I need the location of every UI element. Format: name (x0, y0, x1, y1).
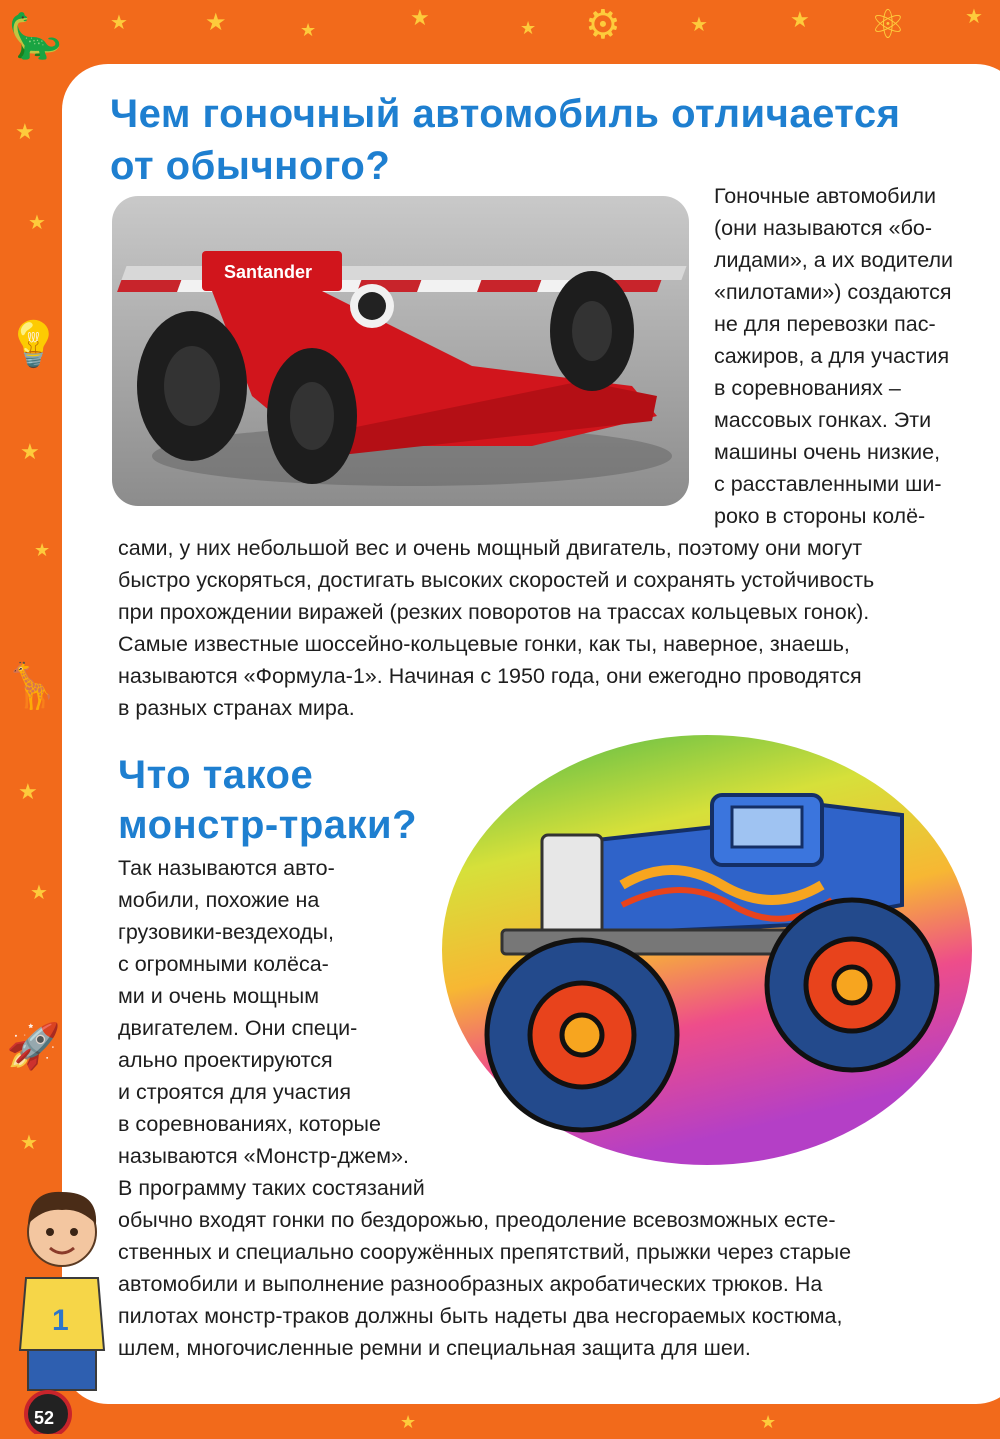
giraffe-icon: 🦒 (4, 661, 59, 712)
section-title-race-car: Чем гоночный автомобиль отличается от обычного? (110, 92, 901, 188)
car-sponsor-text: Santander (224, 262, 313, 282)
text-line: ально проектируются (118, 1048, 333, 1072)
text-line: Так называются авто- (118, 856, 335, 880)
star-icon: ★ (300, 20, 317, 41)
star-icon: ★ (410, 6, 430, 31)
text-line: сажиров, а для участия (714, 344, 950, 368)
text-line: автомобили и выполнение разнообразных акробатических трюков. На (118, 1272, 823, 1296)
page-number: 52 (34, 1408, 55, 1428)
monster-truck-illustration (432, 735, 972, 1175)
star-icon: ★ (30, 880, 48, 904)
gear-icon: ⚙ (585, 2, 621, 48)
text-line: называются «Формула-1». Начиная с 1950 года, они ежегодно проводятся (118, 664, 862, 688)
text-line: сами, у них небольшой вес и очень мощный двигатель, поэтому они могут (118, 536, 863, 560)
text-line: пилотах монстр-траков должны быть надеты два несгораемых костюма, (118, 1304, 843, 1328)
section-title-monster-truck (118, 750, 438, 850)
lightbulb-icon: 💡 (6, 319, 61, 370)
atom-icon: ⚛ (870, 2, 906, 48)
dinosaur-icon: 🦕 (8, 11, 63, 62)
text-line: массовых гонках. Эти (714, 408, 932, 432)
text-line: в разных странах мира. (118, 696, 355, 720)
star-icon: ★ (790, 8, 810, 33)
race-car-photo (112, 196, 689, 506)
star-icon: ★ (20, 440, 40, 465)
text-line: «пилотами») создаются (714, 280, 952, 304)
text-line: Самые известные шоссейно-кольцевые гонки, как ты, наверное, знаешь, (118, 632, 850, 656)
text-line: грузовики-вездеходы, (118, 920, 334, 944)
title-line: Что такое (118, 753, 314, 797)
text-line: шлем, многочисленные ремни и специальная защита для шеи. (118, 1336, 751, 1360)
boy-mascot-illustration (0, 1180, 120, 1434)
text-line: роко в стороны колё- (714, 504, 926, 528)
text-line: в соревнованиях – (714, 376, 901, 400)
star-icon: ★ (28, 210, 46, 234)
star-icon: ★ (520, 18, 537, 39)
text-line: в соревнованиях, которые (118, 1112, 381, 1136)
star-icon: ★ (34, 540, 51, 561)
star-icon: ★ (20, 1130, 38, 1154)
star-icon: ★ (205, 8, 227, 36)
text-line: не для перевозки пас- (714, 312, 936, 336)
star-icon: ★ (110, 10, 128, 34)
title-line: монстр-траки? (118, 803, 418, 847)
star-icon: ★ (760, 1412, 777, 1433)
text-line: (они называются «бо- (714, 216, 933, 240)
star-icon: ★ (690, 12, 708, 36)
star-icon: ★ (18, 780, 38, 805)
text-line: и строятся для участия (118, 1080, 351, 1104)
text-line: обычно входят гонки по бездорожью, преодоление всевозможных есте- (118, 1208, 836, 1232)
text-line: В программу таких состязаний (118, 1176, 425, 1200)
text-line: машины очень низкие, (714, 440, 941, 464)
text-line: при прохождении виражей (резких поворотов на трассах кольцевых гонок). (118, 600, 870, 624)
text-line: быстро ускоряться, достигать высоких скоростей и сохранять устойчивость (118, 568, 875, 592)
text-line: двигателем. Они специ- (118, 1016, 358, 1040)
text-line: лидами», а их водители (714, 248, 954, 272)
text-line: с расставленными ши- (714, 472, 942, 496)
star-icon: ★ (400, 1412, 417, 1433)
text-line: ми и очень мощным (118, 984, 319, 1008)
star-icon: ★ (965, 4, 983, 28)
text-line: Гоночные автомобили (714, 184, 937, 208)
shirt-number: 1 (52, 1304, 69, 1337)
text-line: называются «Монстр-джем». (118, 1144, 409, 1168)
star-icon: ★ (15, 120, 35, 145)
rocket-icon: 🚀 (6, 1021, 61, 1072)
text-line: мобили, похожие на (118, 888, 320, 912)
text-line: ственных и специально сооружённых препятствий, прыжки через старые (118, 1240, 852, 1264)
text-line: с огромными колёса- (118, 952, 329, 976)
